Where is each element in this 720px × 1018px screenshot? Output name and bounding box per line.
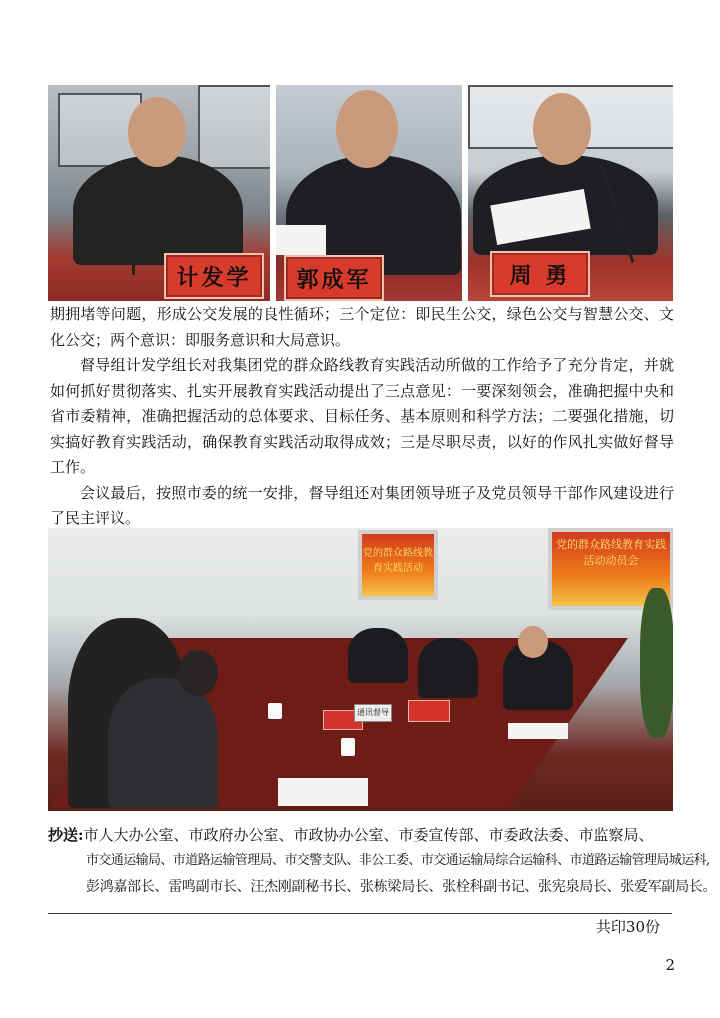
window bbox=[198, 85, 270, 169]
document-paper bbox=[278, 778, 368, 806]
speaker-figure bbox=[73, 155, 243, 265]
speaker-head bbox=[128, 97, 186, 167]
cup bbox=[341, 738, 355, 756]
attendee bbox=[108, 678, 218, 808]
potted-plant bbox=[640, 588, 673, 738]
body-text bbox=[50, 302, 674, 532]
paragraph-1: 期拥堵等问题，形成公交发展的良性循环；三个定位：即民生公交，绿色公交与智慧公交、文化公交；两个意识：即服务意识和大局意识。 bbox=[50, 305, 674, 349]
speaker-photo-3 bbox=[468, 85, 673, 301]
nameplate: 郭成军 bbox=[284, 255, 384, 301]
speaker-photo-row bbox=[48, 85, 673, 301]
speaker-head bbox=[336, 90, 398, 168]
projection-screen-left bbox=[358, 530, 438, 600]
print-count: 共印30份 bbox=[595, 918, 660, 936]
nameplate: 计发学 bbox=[164, 253, 264, 299]
name-tent bbox=[408, 700, 450, 722]
microphone bbox=[132, 165, 135, 275]
attendee-head bbox=[518, 626, 548, 658]
cc-line-3: 彭鸿嘉部长、雷鸣副市长、汪杰刚副秘书长、张栋梁局长、张栓科副书记、张宪泉局长、张爱军副局长。 bbox=[86, 879, 717, 895]
document-paper bbox=[508, 723, 568, 739]
attendee-head bbox=[178, 650, 218, 696]
attendee bbox=[348, 628, 408, 683]
cc-line-1: 市人大办公室、市政府办公室、市政协办公室、市委宣传部、市委政法委、市监察局、 bbox=[83, 826, 654, 844]
speaker-photo-2 bbox=[276, 85, 462, 301]
cup bbox=[268, 703, 282, 719]
footer-divider bbox=[48, 913, 672, 914]
paragraph-2: 督导组计发学组长对我集团党的群众路线教育实践活动所做的工作给予了充分肯定，并就如何抓好贯彻落实、扎实开展教育实践活动提出了三点意见：一要深刻领会，准确把握中央和省市委精神，准确把握活动的总体要求、目标任务、基本原则和科学方法；二要强化措施，切实搞好教育实践活动，确保教育实践活动取得成效；三是尽职尽责，以好的作风扎实做好督导工作。 bbox=[50, 356, 674, 476]
screen-caption-left: 党的群众路线教育实践活动 bbox=[363, 548, 433, 574]
document-paper bbox=[276, 225, 326, 255]
attendee bbox=[418, 638, 478, 698]
speaker-head bbox=[533, 93, 591, 165]
nameplate: 周 勇 bbox=[490, 251, 590, 297]
speaker-photo-1 bbox=[48, 85, 270, 301]
page-number: 2 bbox=[665, 956, 675, 974]
cc-line-2: 市交通运输局、市道路运输管理局、市交警支队、非公工委、市交通运输局综合运输科、市道路运输管理局城运科, bbox=[86, 853, 710, 868]
paragraph-3: 会议最后，按照市委的统一安排，督导组还对集团领导班子及党员领导干部作风建设进行了民主评议。 bbox=[50, 483, 674, 527]
meeting-photo bbox=[48, 528, 673, 811]
cc-distribution bbox=[48, 822, 717, 900]
screen-caption-right: 党的群众路线教育实践活动动员会 bbox=[556, 538, 666, 567]
name-tent-white: 通讯督导 bbox=[354, 704, 392, 722]
cc-label: 抄送: bbox=[48, 826, 84, 844]
